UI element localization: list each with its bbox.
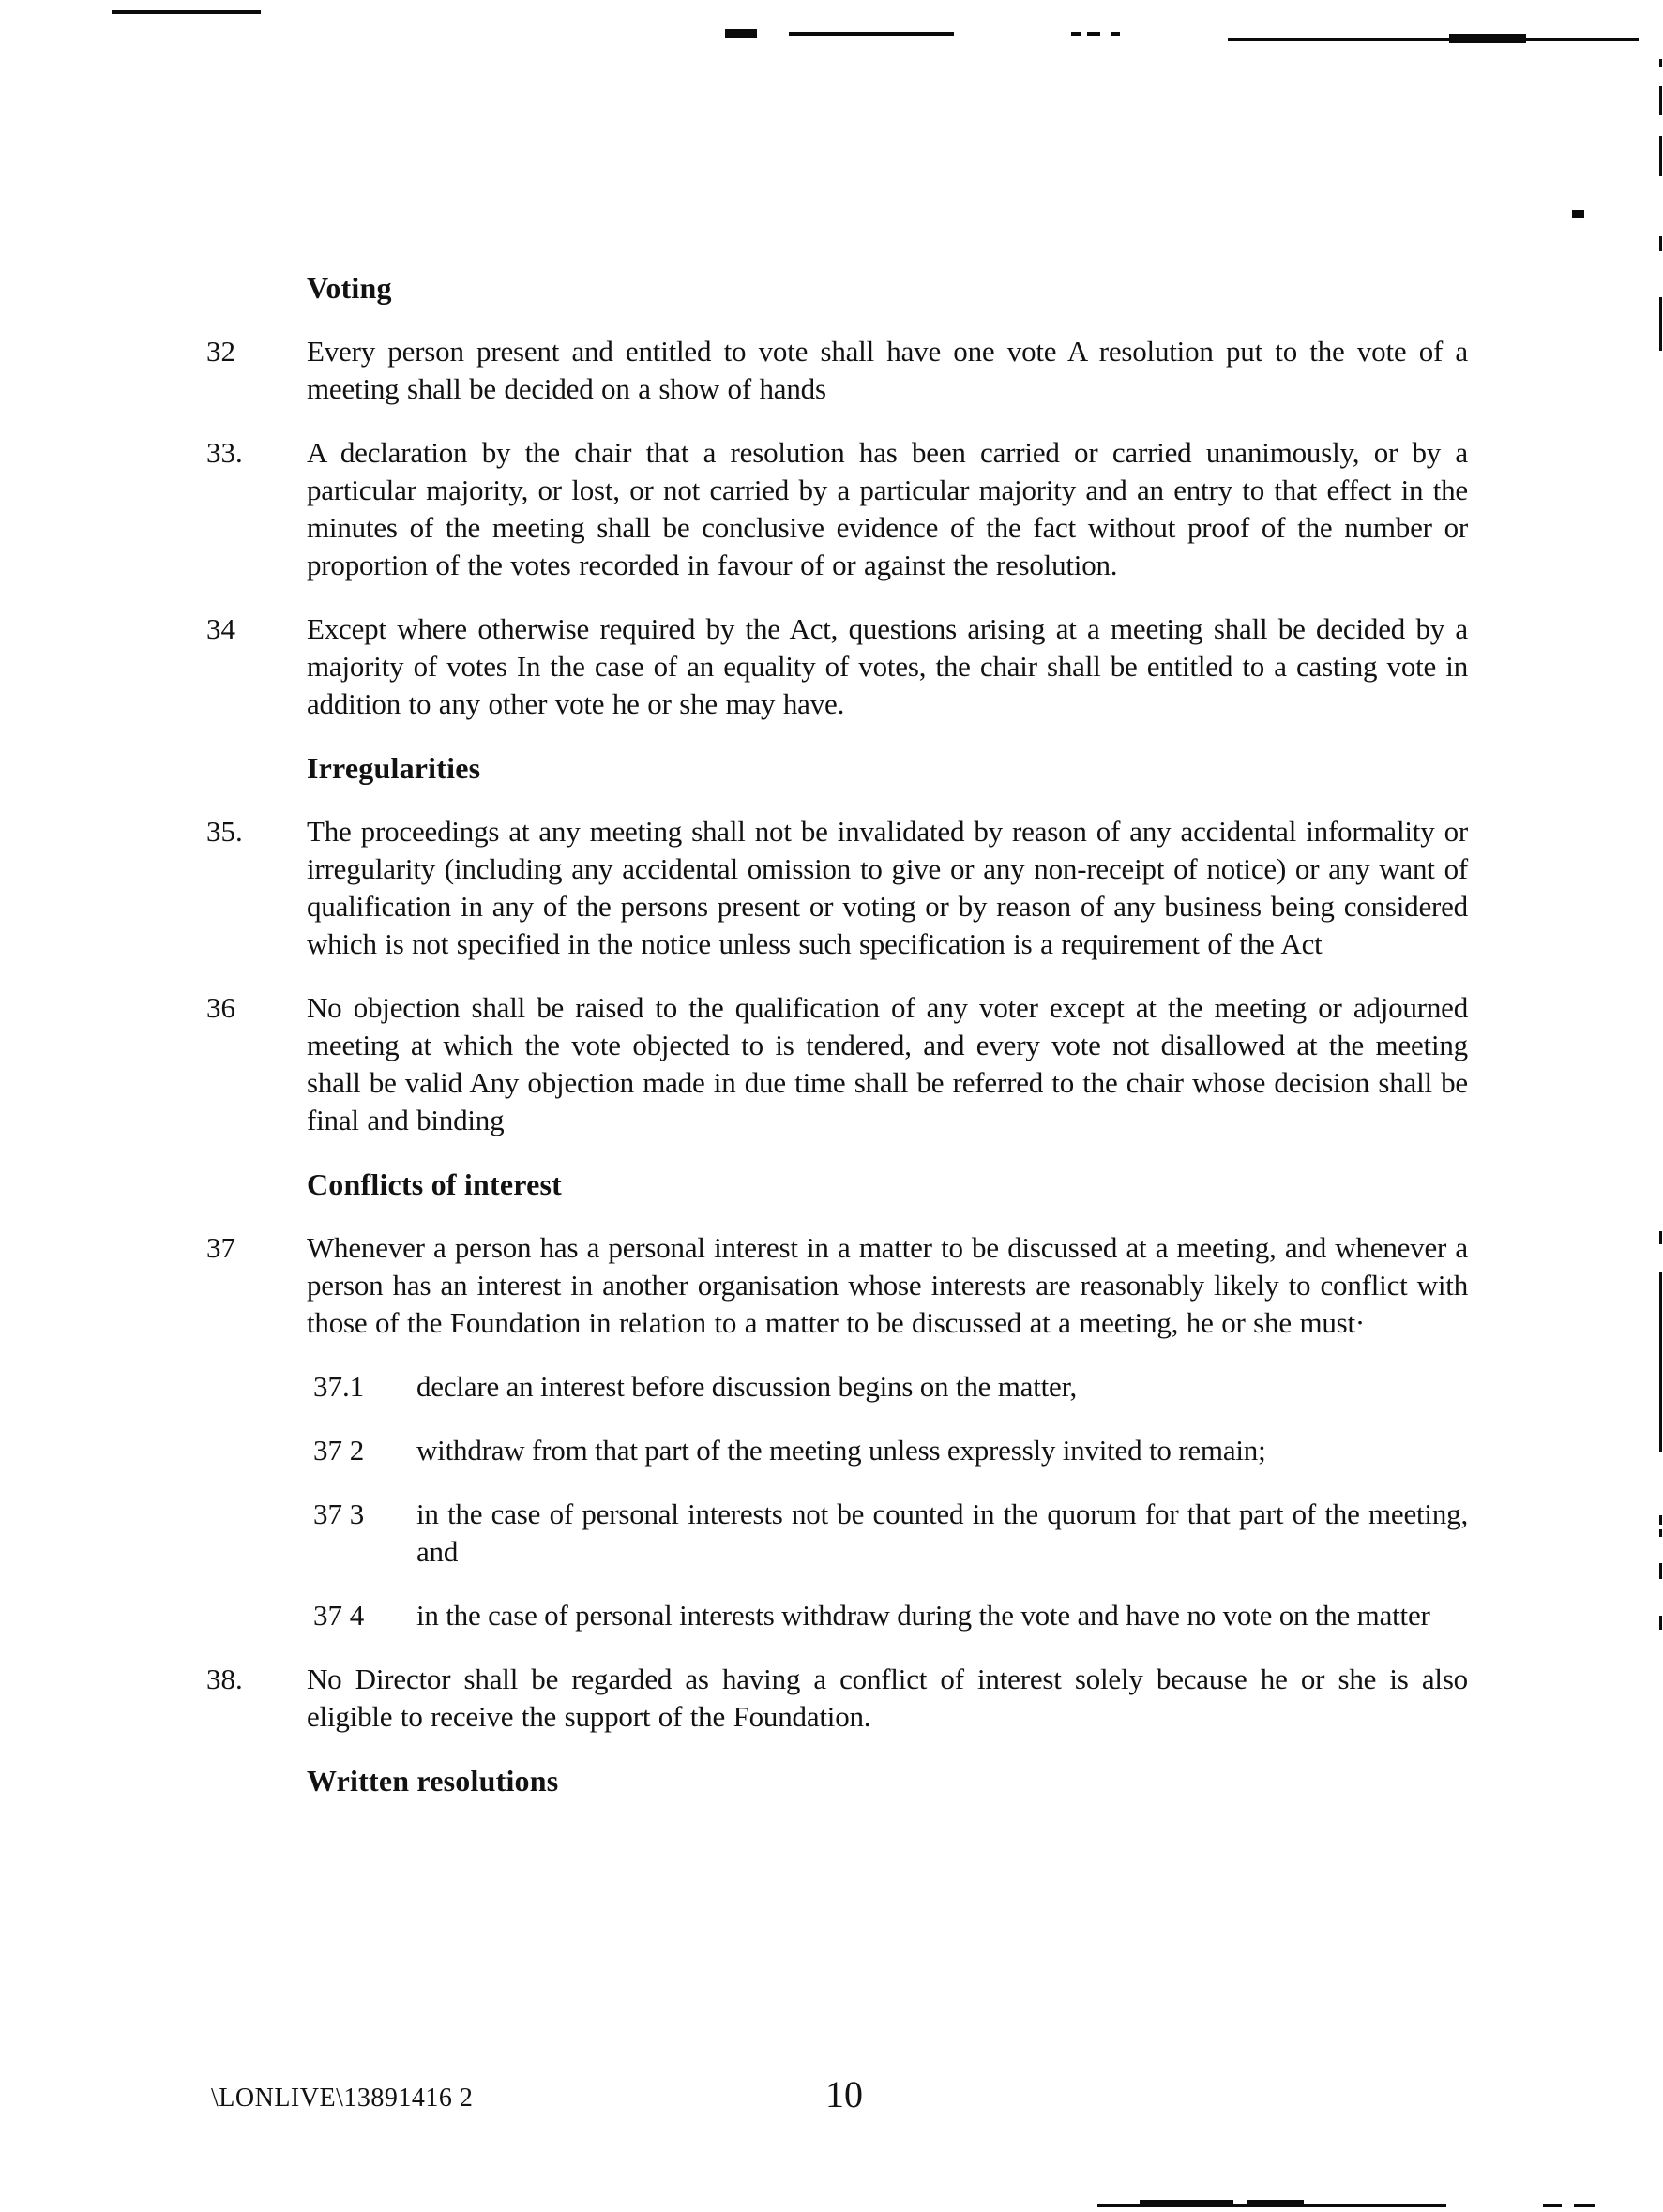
scan-artifact bbox=[1659, 59, 1662, 67]
section-heading-conflicts-of-interest: Conflicts of interest bbox=[307, 1167, 562, 1201]
clause-number: 36 bbox=[206, 991, 235, 1024]
clause-text: No objection shall be raised to the qualification of any voter except at the meeting or adjourned meeting at which the vote objected to is tendered, and every vote not disallowed at the meeting shall be valid Any objection made in due time shall be referred to the chair whose decision shall be final and binding bbox=[307, 991, 1468, 1136]
clause-37 bbox=[206, 1229, 1468, 1342]
scan-artifact bbox=[789, 32, 954, 36]
scan-artifact bbox=[1111, 32, 1120, 36]
clause-text: A declaration by the chair that a resolution has been carried or carried unanimously, or by a particular majority, or lost, or not carried by a particular majority and an entry to that effect in the minutes of the meeting shall be conclusive evidence of the fact without proof of the number or proportion of the votes recorded in favour of or against the resolution. bbox=[307, 436, 1468, 581]
subclause-number: 37 3 bbox=[313, 1497, 365, 1530]
scan-artifact bbox=[1071, 32, 1081, 36]
section-heading-written-resolutions: Written resolutions bbox=[307, 1764, 559, 1798]
page-number: 10 bbox=[825, 2073, 863, 2115]
section-heading-irregularities: Irregularities bbox=[307, 751, 481, 785]
clause-text: Except where otherwise required by the Act, questions arising at a meeting shall be decided by a majority of votes In the case of an equality of votes, the chair shall be entitled to a casting vote in addition to any other vote he or she may have. bbox=[307, 612, 1468, 720]
clause-32 bbox=[206, 333, 1468, 408]
clause-number: 32 bbox=[206, 335, 235, 368]
clause-37-3 bbox=[313, 1496, 1468, 1571]
scan-artifact bbox=[1543, 2204, 1562, 2207]
subclause-text: in the case of personal interests not be counted in the quorum for that part of the meeting, and bbox=[416, 1497, 1468, 1568]
clause-38 bbox=[206, 1661, 1468, 1736]
clause-37-1 bbox=[313, 1368, 1468, 1406]
clause-35 bbox=[206, 813, 1468, 963]
scan-artifact bbox=[1659, 1616, 1662, 1630]
subclause-text: withdraw from that part of the meeting unless expressly invited to remain; bbox=[416, 1434, 1266, 1467]
clause-number: 38. bbox=[206, 1663, 243, 1695]
clause-text: Every person present and entitled to vote shall have one vote A resolution put to the vote of a meeting shall be decided on a show of hands bbox=[307, 335, 1468, 405]
scan-artifact bbox=[1247, 2200, 1304, 2206]
scan-artifact bbox=[1659, 1563, 1662, 1579]
scan-artifact bbox=[1659, 1272, 1662, 1452]
scan-artifact bbox=[1140, 2200, 1233, 2206]
clause-33 bbox=[206, 434, 1468, 584]
clause-37-2 bbox=[313, 1432, 1468, 1469]
clause-37-4 bbox=[313, 1597, 1468, 1634]
scan-artifact bbox=[1659, 1529, 1662, 1537]
clause-text: Whenever a person has a personal interest in a matter to be discussed at a meeting, and whenever a person has an interest in another organisation whose interests are reasonably likely to conflict with those of the Foundation in relation to a matter to be discussed at a meeting, he or she must· bbox=[307, 1231, 1468, 1339]
scan-artifact bbox=[1659, 86, 1662, 115]
clause-34 bbox=[206, 610, 1468, 723]
scan-artifact bbox=[1574, 2204, 1595, 2207]
clause-number: 35. bbox=[206, 815, 243, 848]
subclause-number: 37 2 bbox=[313, 1434, 365, 1467]
subclause-text: declare an interest before discussion begins on the matter, bbox=[416, 1370, 1078, 1403]
scan-artifact bbox=[112, 10, 261, 14]
clause-text: No Director shall be regarded as having a conflict of interest solely because he or she is also eligible to receive the support of the Foundation. bbox=[307, 1663, 1468, 1733]
scan-artifact bbox=[1659, 297, 1662, 351]
clause-number: 33. bbox=[206, 436, 243, 469]
subclause-text: in the case of personal interests withdraw during the vote and have no vote on the matter bbox=[416, 1599, 1430, 1632]
scan-artifact bbox=[1228, 38, 1639, 41]
scan-artifact bbox=[1659, 1515, 1662, 1525]
scan-artifact bbox=[725, 29, 757, 38]
document-body bbox=[206, 269, 1468, 1826]
scan-artifact bbox=[1572, 210, 1584, 218]
scan-artifact bbox=[1659, 236, 1662, 251]
scan-artifact bbox=[1087, 32, 1100, 36]
subclause-number: 37 4 bbox=[313, 1599, 365, 1632]
clause-number: 34 bbox=[206, 612, 235, 645]
scan-artifact bbox=[1449, 34, 1526, 43]
subclause-number: 37.1 bbox=[313, 1370, 365, 1403]
scan-artifact bbox=[1659, 136, 1662, 176]
clause-36 bbox=[206, 989, 1468, 1139]
scan-artifact bbox=[1659, 1231, 1662, 1244]
clause-text: The proceedings at any meeting shall not be invalidated by reason of any accidental informality or irregularity (including any accidental omission to give or any non-receipt of notice) or any want of qualification in any of the persons present or voting or by reason of any business being considered which is not specified in the notice unless such specification is a requirement of the Act bbox=[307, 815, 1468, 960]
document-reference: \LONLIVE\13891416 2 bbox=[211, 2084, 474, 2113]
section-heading-voting: Voting bbox=[307, 271, 392, 305]
clause-number: 37 bbox=[206, 1231, 235, 1264]
